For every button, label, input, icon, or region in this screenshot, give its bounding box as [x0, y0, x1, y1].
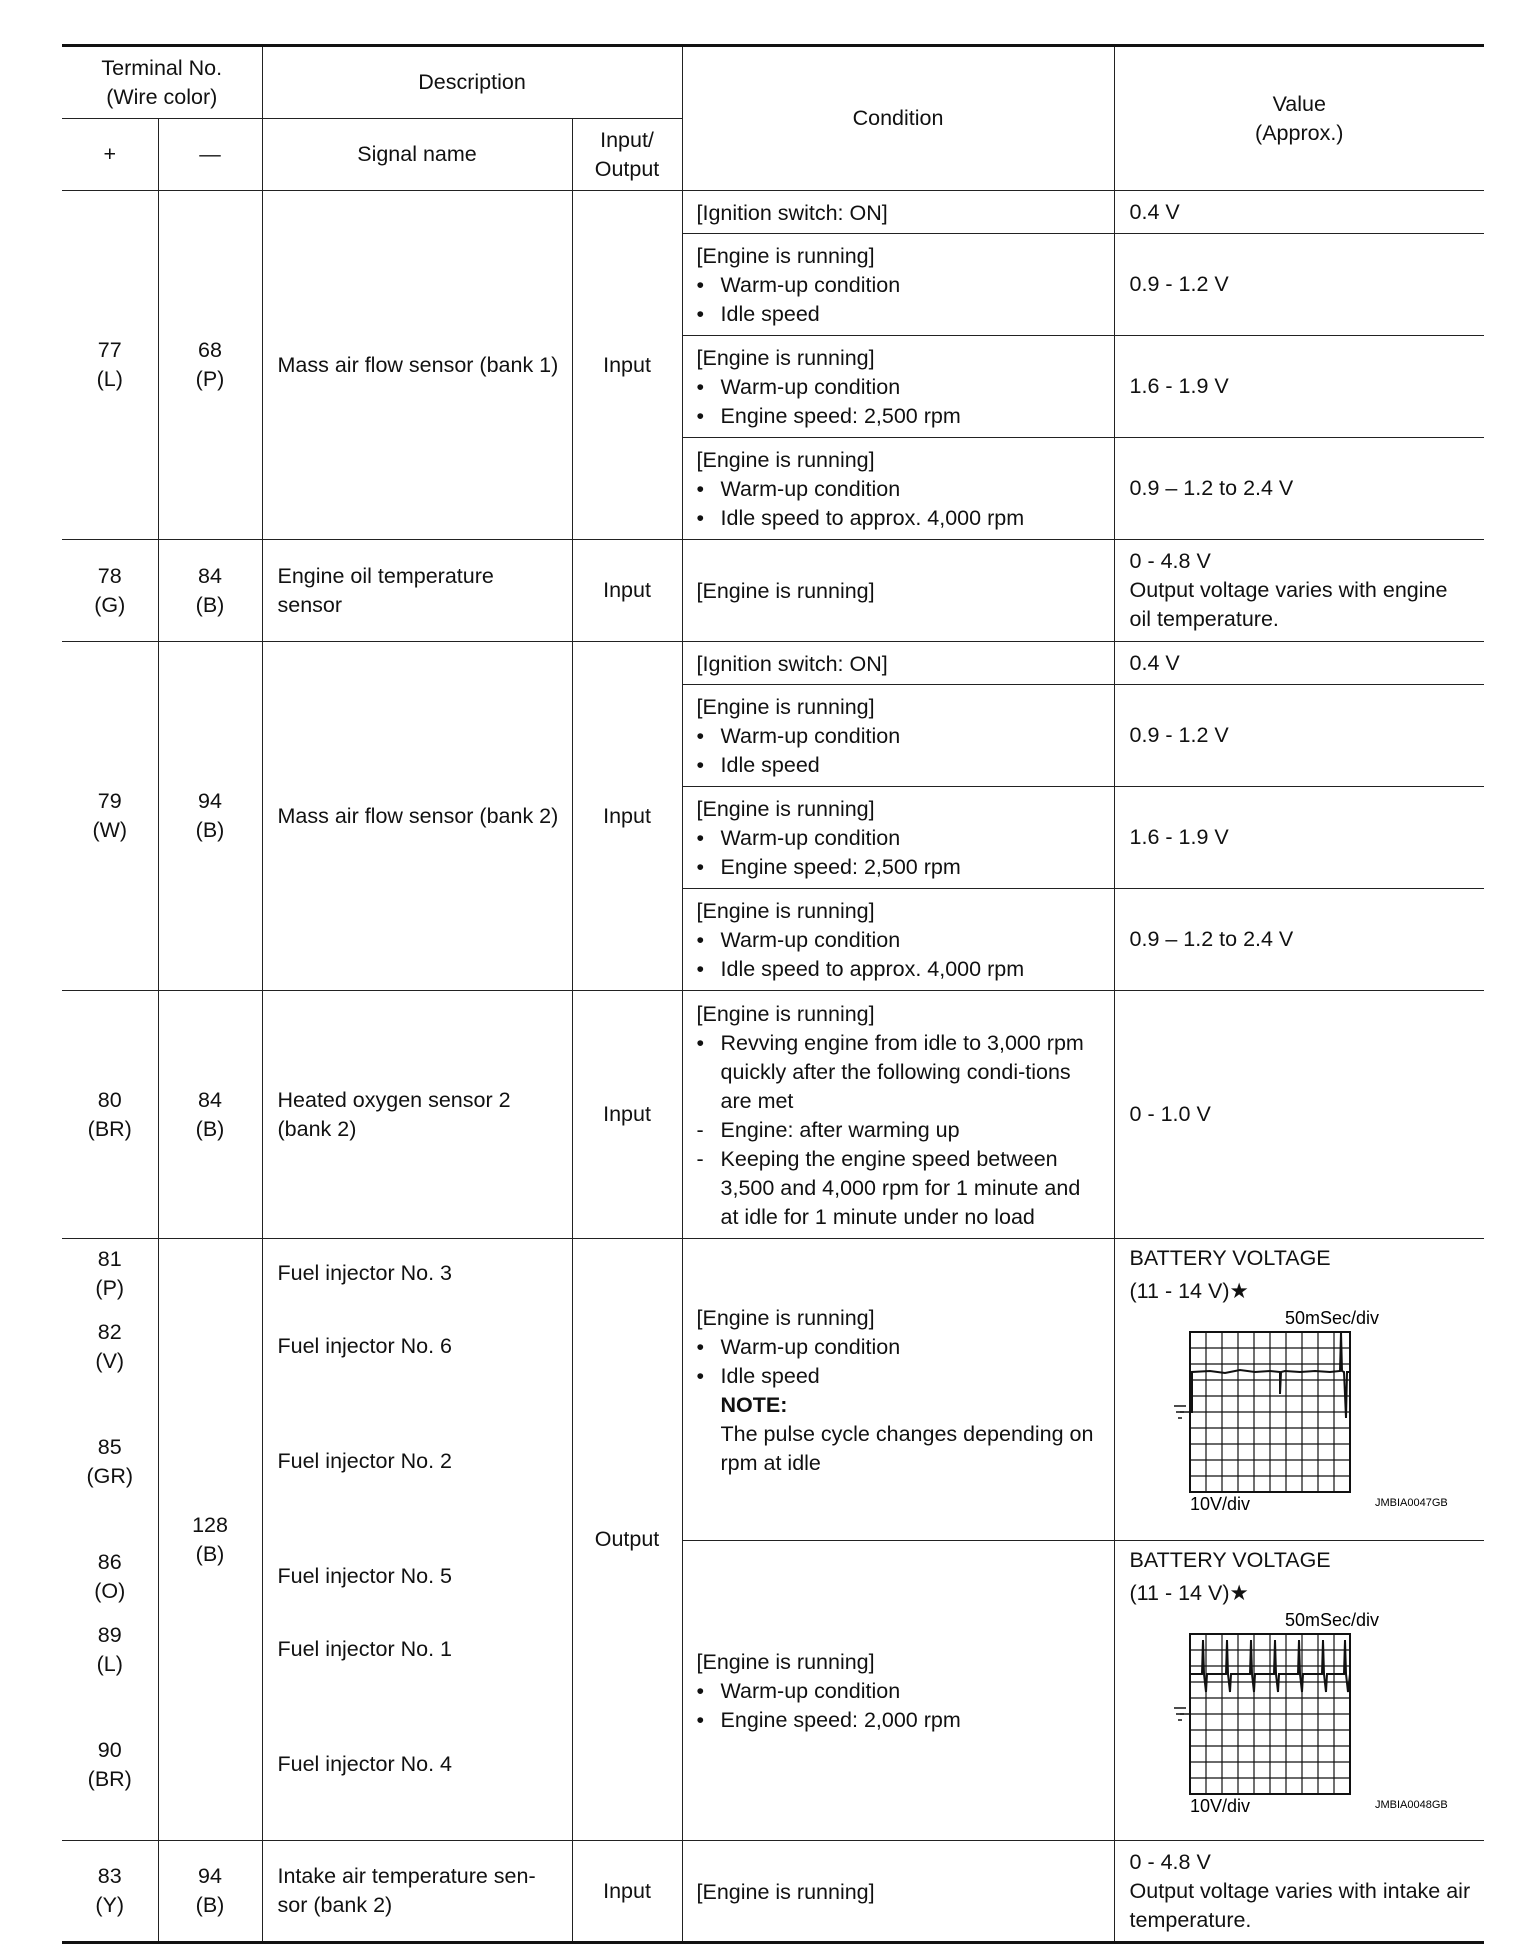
terminal-plus-82: 82 (V) — [95, 1320, 125, 1373]
terminal-minus-94: 94 (B) — [158, 642, 262, 991]
header-description: Description — [262, 46, 682, 119]
oscilloscope-waveform-idle — [1130, 1308, 1480, 1513]
terminal-minus-84: 84 (B) — [158, 991, 262, 1239]
terminal-minus-84: 84 (B) — [158, 540, 262, 642]
header-value: Value (Approx.) — [1114, 46, 1484, 191]
signal-name: Fuel injector No. 6 — [277, 1334, 452, 1358]
oscilloscope-graph-2 — [1130, 1610, 1480, 1815]
header-condition: Condition — [682, 46, 1114, 191]
terminal-plus-83: 83 (Y) — [62, 1841, 158, 1943]
input-output: Output — [572, 1239, 682, 1841]
input-output: Input — [572, 642, 682, 991]
signal-name: Fuel injector No. 2 — [277, 1449, 452, 1473]
value-cell: 0.9 – 1.2 to 2.4 V — [1114, 889, 1484, 991]
header-input-output: Input/ Output — [572, 119, 682, 191]
condition-cell: [Engine is running] • Warm-up condition • Engine speed: 2,000 rpm — [682, 1541, 1114, 1841]
terminal-plus-78: 78 (G) — [62, 540, 158, 642]
signal-name: Mass air flow sensor (bank 2) — [262, 642, 572, 991]
terminal-plus-79: 79 (W) — [62, 642, 158, 991]
terminal-plus-81: 81 (P) — [95, 1247, 125, 1300]
value-cell: 0 - 4.8 V Output voltage varies with engine oil temperature. — [1114, 540, 1484, 642]
terminal-plus-group — [62, 1239, 158, 1841]
scope-grid — [1190, 1332, 1350, 1492]
time-div-label: 50mSec/div — [1284, 1308, 1379, 1328]
input-output: Input — [572, 991, 682, 1239]
condition-cell: [Engine is running] • Warm-up condition • Engine speed: 2,500 rpm — [682, 787, 1114, 889]
value-cell: BATTERY VOLTAGE (11 - 14 V)★ 50mSec/div 10V/div JMBIA0048GB — [1114, 1541, 1484, 1841]
condition-cell: [Engine is running] • Warm-up condition • Idle speed NOTE: The pulse cycle changes depending on rpm at idle — [682, 1239, 1114, 1541]
signal-name: Intake air temperature sen-sor (bank 2) — [262, 1841, 572, 1943]
condition-cell: [Engine is running] • Revving engine from idle to 3,000 rpm quickly after the following condi-tions are met - Engine: after warming up - Keeping the engine speed between 3,500 and 4,000 rpm for 1 minute and at idle for 1 minute under no load — [682, 991, 1114, 1239]
value-cell: 1.6 - 1.9 V — [1114, 336, 1484, 438]
signal-name: Fuel injector No. 1 — [277, 1637, 452, 1661]
value-cell: 0.4 V — [1114, 191, 1484, 234]
condition-cell: [Engine is running] — [682, 540, 1114, 642]
signal-name: Heated oxygen sensor 2 (bank 2) — [262, 991, 572, 1239]
terminal-plus-89: 89 (L) — [96, 1623, 123, 1676]
terminal-plus-77: 77 (L) — [62, 191, 158, 540]
signal-name: Fuel injector No. 4 — [277, 1752, 452, 1776]
condition-cell: [Engine is running] • Warm-up condition • Idle speed to approx. 4,000 rpm — [682, 438, 1114, 540]
terminal-spec-table — [62, 44, 1484, 1944]
condition-cell: [Engine is running] • Warm-up condition • Engine speed: 2,500 rpm — [682, 336, 1114, 438]
signal-name: Fuel injector No. 5 — [277, 1564, 452, 1588]
value-cell: 1.6 - 1.9 V — [1114, 787, 1484, 889]
figure-code: JMBIA0047GB — [1374, 1497, 1448, 1509]
signal-name: Engine oil temperature sensor — [262, 540, 572, 642]
header-terminal-no: Terminal No. (Wire color) — [62, 46, 262, 119]
terminal-plus-80: 80 (BR) — [62, 991, 158, 1239]
scope-grid — [1190, 1634, 1350, 1794]
figure-code: JMBIA0048GB — [1374, 1799, 1448, 1811]
signal-name-group — [262, 1239, 572, 1841]
terminal-minus-94: 94 (B) — [158, 1841, 262, 1943]
ground-symbol — [1174, 1406, 1190, 1418]
condition-cell: [Engine is running] • Warm-up condition • Idle speed to approx. 4,000 rpm — [682, 889, 1114, 991]
value-cell: 0.9 - 1.2 V — [1114, 234, 1484, 336]
condition-cell: [Engine is running] — [682, 1841, 1114, 1943]
input-output: Input — [572, 1841, 682, 1943]
ground-symbol — [1174, 1708, 1190, 1720]
signal-name: Fuel injector No. 3 — [277, 1261, 452, 1285]
condition-cell: [Ignition switch: ON] — [682, 191, 1114, 234]
input-output: Input — [572, 191, 682, 540]
terminal-plus-85: 85 (GR) — [86, 1435, 134, 1488]
volt-div-label: 10V/div — [1189, 1494, 1250, 1513]
header-plus: + — [62, 119, 158, 191]
time-div-label: 50mSec/div — [1284, 1610, 1379, 1630]
value-cell: 0.4 V — [1114, 642, 1484, 685]
oscilloscope-waveform-2000rpm — [1130, 1610, 1480, 1815]
value-cell: 0.9 – 1.2 to 2.4 V — [1114, 438, 1484, 540]
volt-div-label: 10V/div — [1189, 1796, 1250, 1815]
terminal-minus-128: 128 (B) — [158, 1239, 262, 1841]
header-signal-name: Signal name — [262, 119, 572, 191]
signal-name: Mass air flow sensor (bank 1) — [262, 191, 572, 540]
value-cell: 0 - 1.0 V — [1114, 991, 1484, 1239]
condition-cell: [Engine is running] • Warm-up condition • Idle speed — [682, 234, 1114, 336]
value-cell: 0.9 - 1.2 V — [1114, 685, 1484, 787]
input-output: Input — [572, 540, 682, 642]
terminal-minus-68: 68 (P) — [158, 191, 262, 540]
terminal-plus-86: 86 (O) — [94, 1550, 126, 1603]
terminal-plus-90: 90 (BR) — [87, 1738, 132, 1791]
value-cell: 0 - 4.8 V Output voltage varies with intake air temperature. — [1114, 1841, 1484, 1943]
condition-cell: [Engine is running] • Warm-up condition • Idle speed — [682, 685, 1114, 787]
value-cell: BATTERY VOLTAGE (11 - 14 V)★ 50mSec/div 10V/div JMBIA0047GB — [1114, 1239, 1484, 1541]
oscilloscope-graph-1 — [1130, 1308, 1480, 1513]
condition-cell: [Ignition switch: ON] — [682, 642, 1114, 685]
header-minus: — — [158, 119, 262, 191]
